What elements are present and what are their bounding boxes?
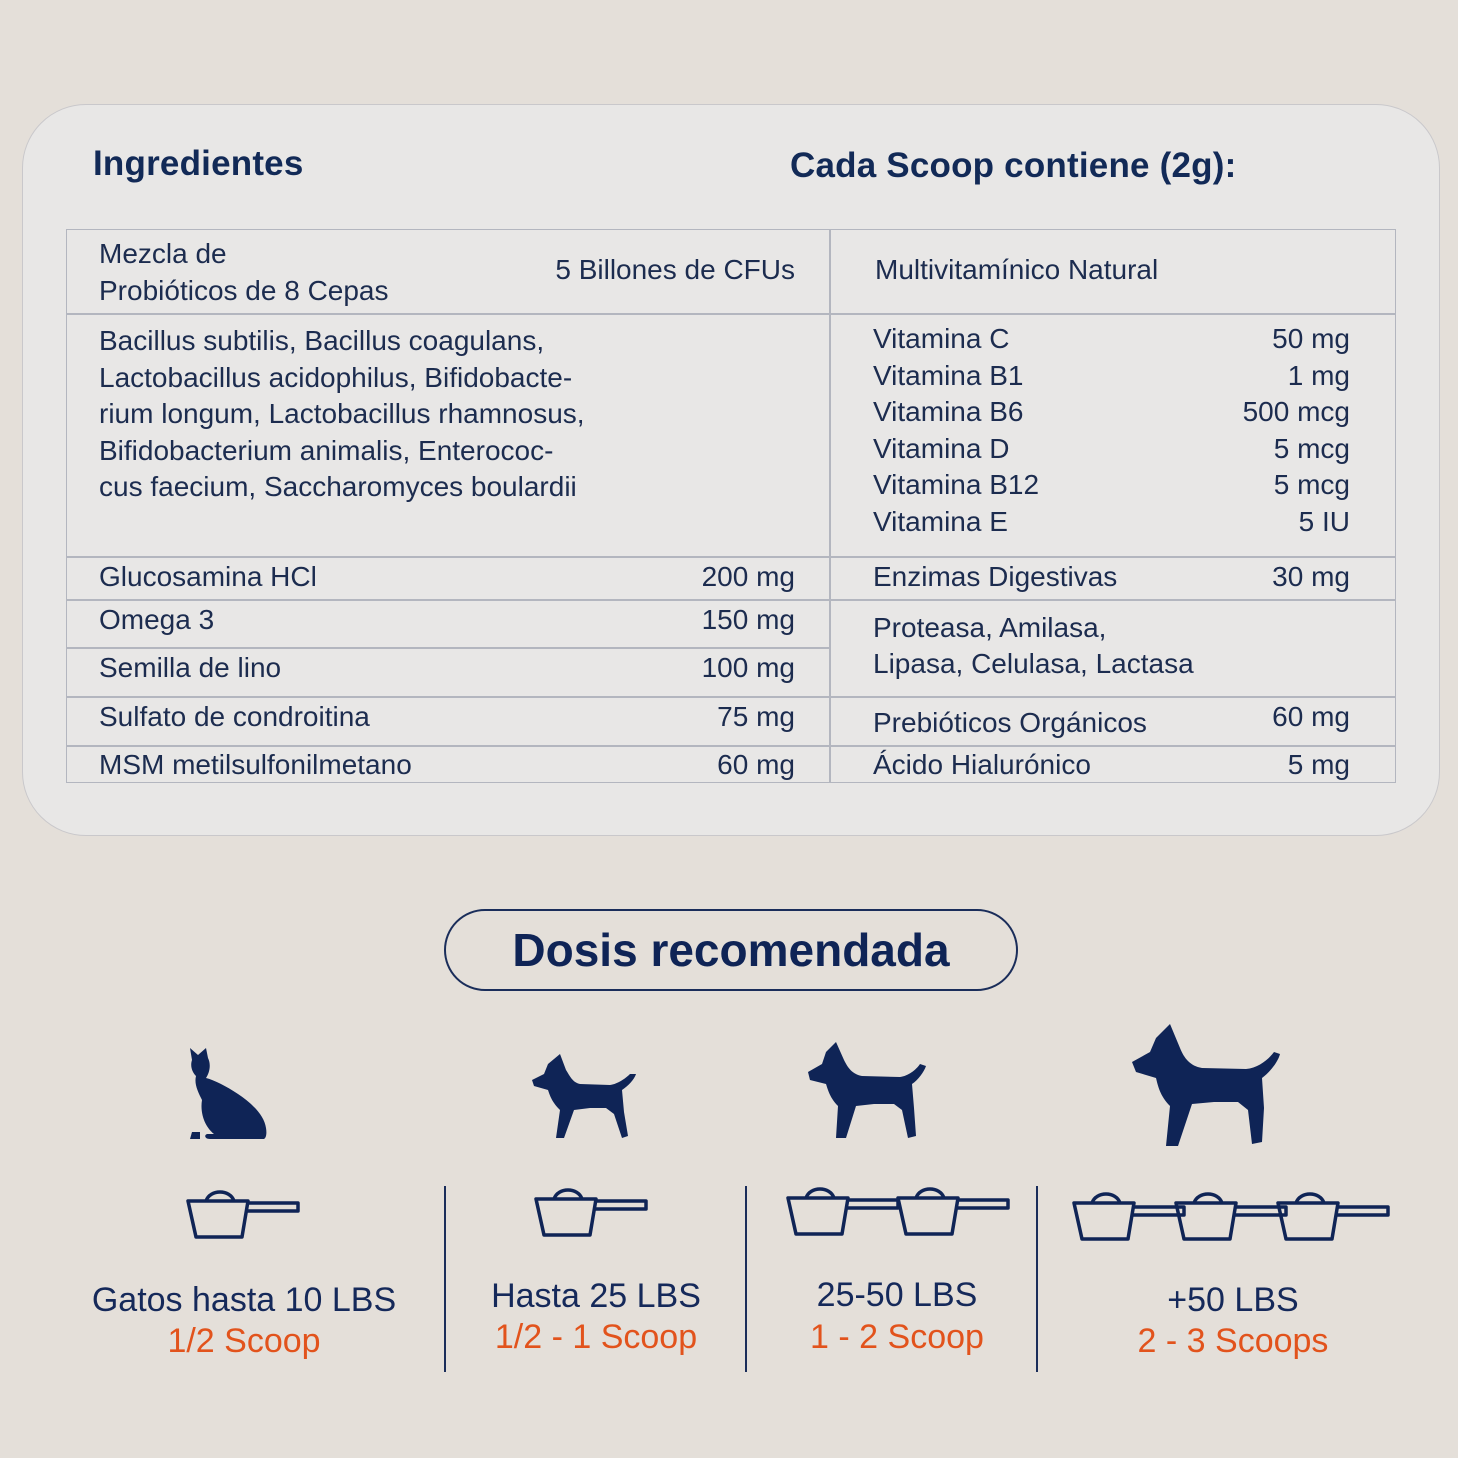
dosage-weight-label: 25-50 LBS xyxy=(816,1276,978,1314)
scoop-icon xyxy=(534,1185,650,1241)
medium-dog-icon xyxy=(806,1040,930,1140)
ingredient-amount: 60 mg xyxy=(717,749,795,780)
vitamin-name: Vitamina B1 xyxy=(873,360,1024,391)
strain-line: Bacillus subtilis, Bacillus coagulans, xyxy=(99,325,545,356)
enzymes-name: Enzimas Digestivas xyxy=(873,561,1118,592)
vitamin-amount: 500 mcg xyxy=(1242,396,1350,427)
vitamin-amount: 5 mcg xyxy=(1273,469,1350,500)
two-scoops-icon xyxy=(786,1184,1012,1240)
vitamin-amount: 5 mcg xyxy=(1273,433,1350,464)
ingredients-heading: Ingredientes xyxy=(93,144,304,183)
scoop-icon xyxy=(186,1187,302,1243)
cat-icon xyxy=(186,1044,270,1140)
dosage-amount: 1/2 Scoop xyxy=(167,1322,321,1360)
ingredient-amount: 150 mg xyxy=(701,604,795,635)
probiotic-name-line1: Mezcla de xyxy=(99,238,227,269)
vitamin-amount: 1 mg xyxy=(1287,360,1350,391)
large-dog-icon xyxy=(1130,1022,1282,1148)
ingredient-name: Semilla de lino xyxy=(99,652,282,683)
dosage-title-text: Dosis recomendada xyxy=(512,924,950,976)
vitamin-name: Vitamina B6 xyxy=(873,396,1024,427)
ingredient-amount: 200 mg xyxy=(701,561,795,592)
vitamin-name: Vitamina D xyxy=(873,433,1010,464)
probiotic-name-line2: Probióticos de 8 Cepas xyxy=(99,275,389,306)
table-divider xyxy=(66,313,1396,315)
ingredient-name: Sulfato de condroitina xyxy=(99,701,370,732)
vitamin-name: Vitamina E xyxy=(873,506,1008,537)
dosage-amount: 1/2 - 1 Scoop xyxy=(494,1318,698,1356)
multivitamin-label: Multivitamínico Natural xyxy=(875,254,1159,285)
enzyme-list-line1: Proteasa, Amilasa, xyxy=(873,612,1107,643)
per-scoop-heading: Cada Scoop contiene (2g): xyxy=(790,146,1237,185)
ingredient-amount: 100 mg xyxy=(701,652,795,683)
strain-line: Bifidobacterium animalis, Enterococ- xyxy=(99,435,554,466)
dosage-weight-label: Gatos hasta 10 LBS xyxy=(91,1281,397,1319)
dosage-amount: 2 - 3 Scoops xyxy=(1137,1322,1329,1360)
prebiotics-amount: 60 mg xyxy=(1272,701,1350,732)
dosage-weight-label: +50 LBS xyxy=(1167,1281,1299,1319)
dosage-amount: 1 - 2 Scoop xyxy=(810,1318,984,1356)
table-divider xyxy=(66,647,830,649)
three-scoops-icon xyxy=(1072,1189,1392,1245)
dosage-title xyxy=(444,909,1018,991)
vitamin-name: Vitamina C xyxy=(873,323,1010,354)
vitamin-name: Vitamina B12 xyxy=(873,469,1040,500)
strain-line: rium longum, Lactobacillus rhamnosus, xyxy=(99,398,585,429)
vitamin-amount: 50 mg xyxy=(1272,323,1350,354)
small-dog-icon xyxy=(530,1052,638,1140)
prebiotics-name: Prebióticos Orgánicos xyxy=(873,707,1147,738)
enzyme-list-line2: Lipasa, Celulasa, Lactasa xyxy=(873,648,1194,679)
hyaluronic-amount: 5 mg xyxy=(1287,749,1350,780)
table-divider xyxy=(66,556,1396,558)
table-divider xyxy=(66,599,1396,601)
vitamin-amount: 5 IU xyxy=(1298,506,1350,537)
dosage-weight-label: Hasta 25 LBS xyxy=(491,1277,701,1315)
hyaluronic-name: Ácido Hialurónico xyxy=(873,749,1091,780)
ingredient-amount: 75 mg xyxy=(717,701,795,732)
strain-line: Lactobacillus acidophilus, Bifidobacte- xyxy=(99,362,573,393)
ingredient-name: Glucosamina HCl xyxy=(99,561,317,592)
ingredient-name: MSM metilsulfonilmetano xyxy=(99,749,412,780)
table-divider xyxy=(66,696,1396,698)
strain-line: cus faecium, Saccharomyces boulardii xyxy=(99,471,577,502)
ingredient-name: Omega 3 xyxy=(99,604,215,635)
probiotic-amount: 5 Billones de CFUs xyxy=(555,254,795,285)
enzymes-amount: 30 mg xyxy=(1272,561,1350,592)
